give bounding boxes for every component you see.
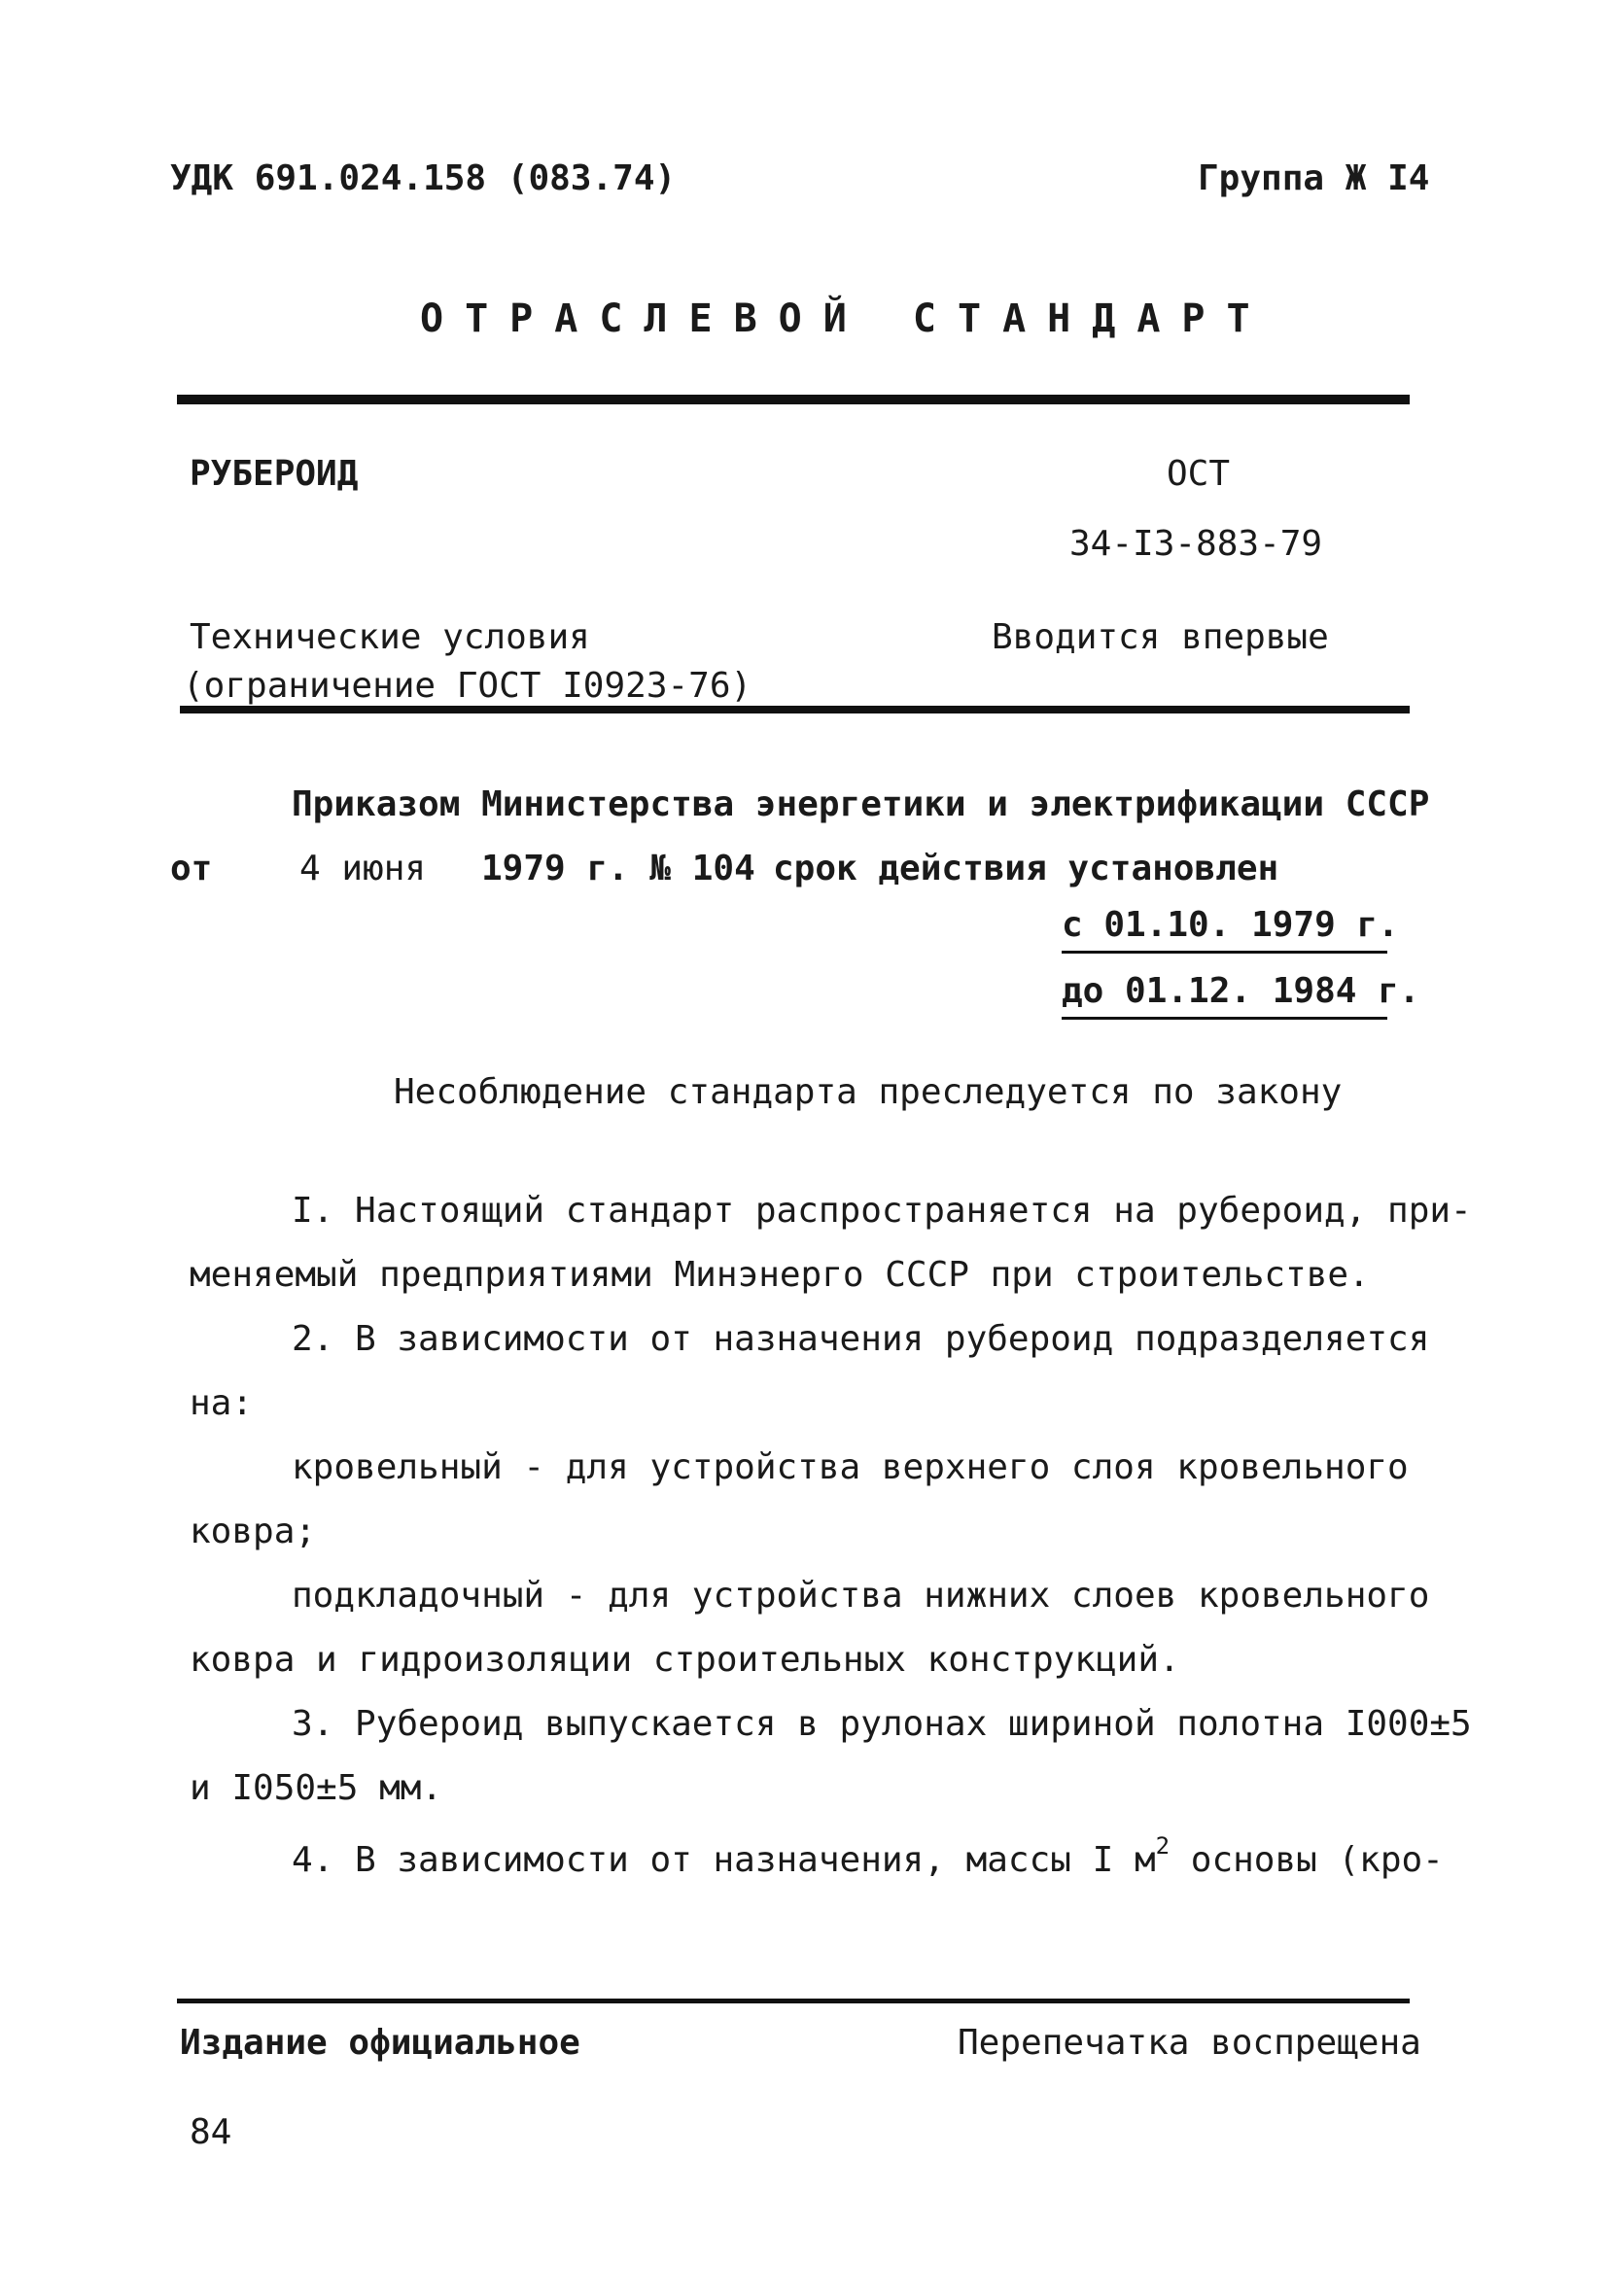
paragraph-1-line-2: меняемый предприятиями Минэнерго СССР при строительстве.	[190, 1255, 1370, 1295]
list-item-underlay-line-1: подкладочный - для устройства нижних слоев кровельного	[292, 1576, 1430, 1616]
group-code: Группа Ж I4	[1198, 158, 1430, 198]
paragraph-4-text-end: основы (кро-	[1170, 1840, 1444, 1880]
valid-to-date: до 01.12. 1984 г.	[1062, 970, 1387, 1020]
order-line: Приказом Министерства энергетики и электрификации СССР	[292, 784, 1430, 824]
subtitle-line-2: (ограничение ГОСТ I0923-76)	[183, 666, 752, 706]
order-year-number: 1979 г. № 104	[481, 849, 755, 888]
page-number: 84	[190, 2112, 232, 2152]
standard-code-label: ОСТ	[1167, 454, 1231, 494]
superscript-2: 2	[1155, 1832, 1171, 1860]
paragraph-4-line-1	[292, 1832, 1444, 1882]
valid-from-date: с 01.10. 1979 г.	[1062, 904, 1387, 954]
reprint-prohibited-label: Перепечатка воспрещена	[958, 2023, 1421, 2063]
footer-rule	[177, 1999, 1410, 2003]
top-thick-rule	[177, 395, 1410, 404]
document-type-title: ОТРАСЛЕВОЙ СТАНДАРТ	[420, 296, 1272, 341]
paragraph-1-line-1: I. Настоящий стандарт распространяется на рубероид, при-	[292, 1191, 1472, 1231]
subtitle-line-1: Технические условия	[190, 617, 590, 657]
order-from-label: от	[170, 849, 213, 888]
list-item-roofing-line-2: ковра;	[190, 1512, 317, 1551]
legal-notice: Несоблюдение стандарта преследуется по закону	[394, 1072, 1343, 1112]
standard-name: РУБЕРОИД	[190, 454, 359, 494]
standard-code-number: 34-I3-883-79	[1069, 524, 1323, 564]
udk-code: УДК 691.024.158 (083.74)	[170, 158, 677, 198]
official-edition-label: Издание официальное	[180, 2023, 580, 2063]
paragraph-4-text-start: 4. В зависимости от назначения, массы I м	[292, 1840, 1156, 1880]
paragraph-3-line-1: 3. Рубероид выпускается в рулонах шириной полотна I000±5	[292, 1704, 1472, 1744]
middle-thick-rule	[180, 706, 1410, 713]
order-date-day: 4 июня	[299, 849, 427, 888]
paragraph-2-line-1: 2. В зависимости от назначения рубероид подразделяется	[292, 1319, 1430, 1359]
paragraph-3-line-2: и I050±5 мм.	[190, 1768, 443, 1808]
list-item-roofing-line-1: кровельный - для устройства верхнего слоя кровельного	[292, 1447, 1409, 1487]
paragraph-2-line-2: на:	[190, 1383, 254, 1423]
order-validity: срок действия установлен	[773, 849, 1279, 888]
introduction-status: Вводится впервые	[992, 617, 1329, 657]
list-item-underlay-line-2: ковра и гидроизоляции строительных конструкций.	[190, 1640, 1180, 1680]
